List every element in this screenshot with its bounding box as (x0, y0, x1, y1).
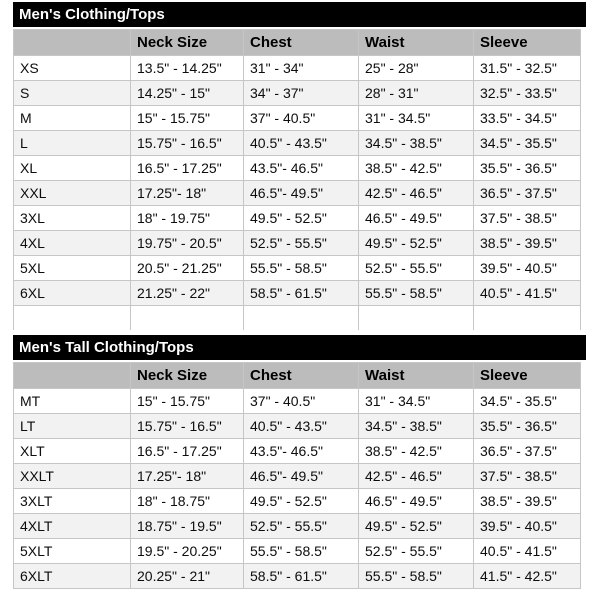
size-label-cell: L (14, 131, 131, 156)
measurement-cell: 25" - 28" (359, 56, 474, 81)
chest-column-header: Chest (244, 363, 359, 389)
measurement-cell: 49.5" - 52.5" (359, 514, 474, 539)
size-label-cell: 5XLT (14, 539, 131, 564)
measurement-cell: 55.5" - 58.5" (359, 281, 474, 306)
measurement-cell: 20.5" - 21.25" (131, 256, 244, 281)
measurement-cell: 46.5"- 49.5" (244, 464, 359, 489)
table-row (14, 514, 581, 539)
table-row (14, 281, 581, 306)
table-row (14, 206, 581, 231)
measurement-cell: 20.25" - 21" (131, 564, 244, 589)
measurement-cell: 40.5" - 41.5" (474, 539, 581, 564)
size-label-cell: XXL (14, 181, 131, 206)
size-label-cell: 6XLT (14, 564, 131, 589)
measurement-cell: 42.5" - 46.5" (359, 464, 474, 489)
measurement-cell: 34.5" - 35.5" (474, 131, 581, 156)
measurement-cell: 49.5" - 52.5" (359, 231, 474, 256)
table-row (14, 181, 581, 206)
neck-size-column-header: Neck Size (131, 30, 244, 56)
chest-column-header: Chest (244, 30, 359, 56)
table-header-row (14, 363, 581, 389)
table-row (14, 414, 581, 439)
measurement-cell: 46.5" - 49.5" (359, 206, 474, 231)
size-label-cell: XXLT (14, 464, 131, 489)
table-header-row (14, 30, 581, 56)
measurement-cell: 18" - 18.75" (131, 489, 244, 514)
size-column-header (14, 30, 131, 56)
measurement-cell: 38.5" - 42.5" (359, 156, 474, 181)
measurement-cell: 15" - 15.75" (131, 106, 244, 131)
table-row (14, 464, 581, 489)
measurement-cell: 58.5" - 61.5" (244, 564, 359, 589)
measurement-cell: 15.75" - 16.5" (131, 414, 244, 439)
measurement-cell: 19.75" - 20.5" (131, 231, 244, 256)
measurement-cell: 19.5" - 20.25" (131, 539, 244, 564)
neck-size-column-header: Neck Size (131, 363, 244, 389)
measurement-cell: 15" - 15.75" (131, 389, 244, 414)
size-label-cell: 6XL (14, 281, 131, 306)
measurement-cell: 36.5" - 37.5" (474, 439, 581, 464)
measurement-cell: 16.5" - 17.25" (131, 439, 244, 464)
measurement-cell: 55.5" - 58.5" (359, 564, 474, 589)
measurement-cell: 40.5" - 43.5" (244, 131, 359, 156)
mens-size-table (13, 29, 581, 331)
measurement-cell: 40.5" - 41.5" (474, 281, 581, 306)
table-row (14, 81, 581, 106)
measurement-cell: 49.5" - 52.5" (244, 489, 359, 514)
table-row (14, 564, 581, 589)
measurement-cell: 37.5" - 38.5" (474, 206, 581, 231)
measurement-cell: 52.5" - 55.5" (359, 256, 474, 281)
measurement-cell: 38.5" - 42.5" (359, 439, 474, 464)
measurement-cell: 38.5" - 39.5" (474, 489, 581, 514)
measurement-cell: 31.5" - 32.5" (474, 56, 581, 81)
measurement-cell: 39.5" - 40.5" (474, 514, 581, 539)
measurement-cell: 17.25"- 18" (131, 464, 244, 489)
mens-clothing-tops-section (13, 2, 600, 331)
mens-tall-clothing-tops-section (13, 335, 600, 589)
table-row (14, 439, 581, 464)
table-row (14, 389, 581, 414)
sleeve-column-header: Sleeve (474, 363, 581, 389)
size-label-cell: S (14, 81, 131, 106)
measurement-cell: 41.5" - 42.5" (474, 564, 581, 589)
waist-column-header: Waist (359, 30, 474, 56)
measurement-cell: 52.5" - 55.5" (359, 539, 474, 564)
measurement-cell: 32.5" - 33.5" (474, 81, 581, 106)
measurement-cell: 40.5" - 43.5" (244, 414, 359, 439)
measurement-cell: 34.5" - 38.5" (359, 414, 474, 439)
measurement-cell: 35.5" - 36.5" (474, 414, 581, 439)
sleeve-column-header: Sleeve (474, 30, 581, 56)
measurement-cell: 34.5" - 35.5" (474, 389, 581, 414)
size-label-cell: MT (14, 389, 131, 414)
measurement-cell: 58.5" - 61.5" (244, 281, 359, 306)
measurement-cell: 16.5" - 17.25" (131, 156, 244, 181)
size-label-cell: XS (14, 56, 131, 81)
table-row (14, 156, 581, 181)
measurement-cell: 34" - 37" (244, 81, 359, 106)
table-row (14, 231, 581, 256)
empty-grid-row (14, 306, 581, 331)
size-column-header (14, 363, 131, 389)
measurement-cell: 18.75" - 19.5" (131, 514, 244, 539)
measurement-cell: 46.5"- 49.5" (244, 181, 359, 206)
measurement-cell: 55.5" - 58.5" (244, 256, 359, 281)
size-label-cell: 5XL (14, 256, 131, 281)
size-label-cell: 4XL (14, 231, 131, 256)
measurement-cell: 21.25" - 22" (131, 281, 244, 306)
table-row (14, 539, 581, 564)
size-label-cell: 3XLT (14, 489, 131, 514)
measurement-cell: 52.5" - 55.5" (244, 231, 359, 256)
size-label-cell: M (14, 106, 131, 131)
measurement-cell: 13.5" - 14.25" (131, 56, 244, 81)
mens-tall-size-table (13, 362, 581, 589)
size-label-cell: XLT (14, 439, 131, 464)
measurement-cell: 39.5" - 40.5" (474, 256, 581, 281)
measurement-cell: 38.5" - 39.5" (474, 231, 581, 256)
size-label-cell: LT (14, 414, 131, 439)
measurement-cell: 55.5" - 58.5" (244, 539, 359, 564)
measurement-cell: 31" - 34.5" (359, 106, 474, 131)
measurement-cell: 43.5"- 46.5" (244, 439, 359, 464)
section-title-bar: Men's Tall Clothing/Tops (13, 335, 586, 360)
measurement-cell: 37" - 40.5" (244, 389, 359, 414)
measurement-cell: 52.5" - 55.5" (244, 514, 359, 539)
table-row (14, 489, 581, 514)
size-label-cell: XL (14, 156, 131, 181)
size-label-cell: 4XLT (14, 514, 131, 539)
measurement-cell: 15.75" - 16.5" (131, 131, 244, 156)
measurement-cell: 17.25"- 18" (131, 181, 244, 206)
measurement-cell: 37" - 40.5" (244, 106, 359, 131)
measurement-cell: 18" - 19.75" (131, 206, 244, 231)
measurement-cell: 35.5" - 36.5" (474, 156, 581, 181)
measurement-cell: 31" - 34" (244, 56, 359, 81)
measurement-cell: 46.5" - 49.5" (359, 489, 474, 514)
measurement-cell: 43.5"- 46.5" (244, 156, 359, 181)
measurement-cell: 37.5" - 38.5" (474, 464, 581, 489)
measurement-cell: 42.5" - 46.5" (359, 181, 474, 206)
table-row (14, 56, 581, 81)
table-row (14, 131, 581, 156)
size-label-cell: 3XL (14, 206, 131, 231)
measurement-cell: 34.5" - 38.5" (359, 131, 474, 156)
waist-column-header: Waist (359, 363, 474, 389)
table-row (14, 106, 581, 131)
measurement-cell: 36.5" - 37.5" (474, 181, 581, 206)
measurement-cell: 31" - 34.5" (359, 389, 474, 414)
measurement-cell: 49.5" - 52.5" (244, 206, 359, 231)
measurement-cell: 28" - 31" (359, 81, 474, 106)
measurement-cell: 33.5" - 34.5" (474, 106, 581, 131)
section-title-bar: Men's Clothing/Tops (13, 2, 586, 27)
measurement-cell: 14.25" - 15" (131, 81, 244, 106)
table-row (14, 256, 581, 281)
